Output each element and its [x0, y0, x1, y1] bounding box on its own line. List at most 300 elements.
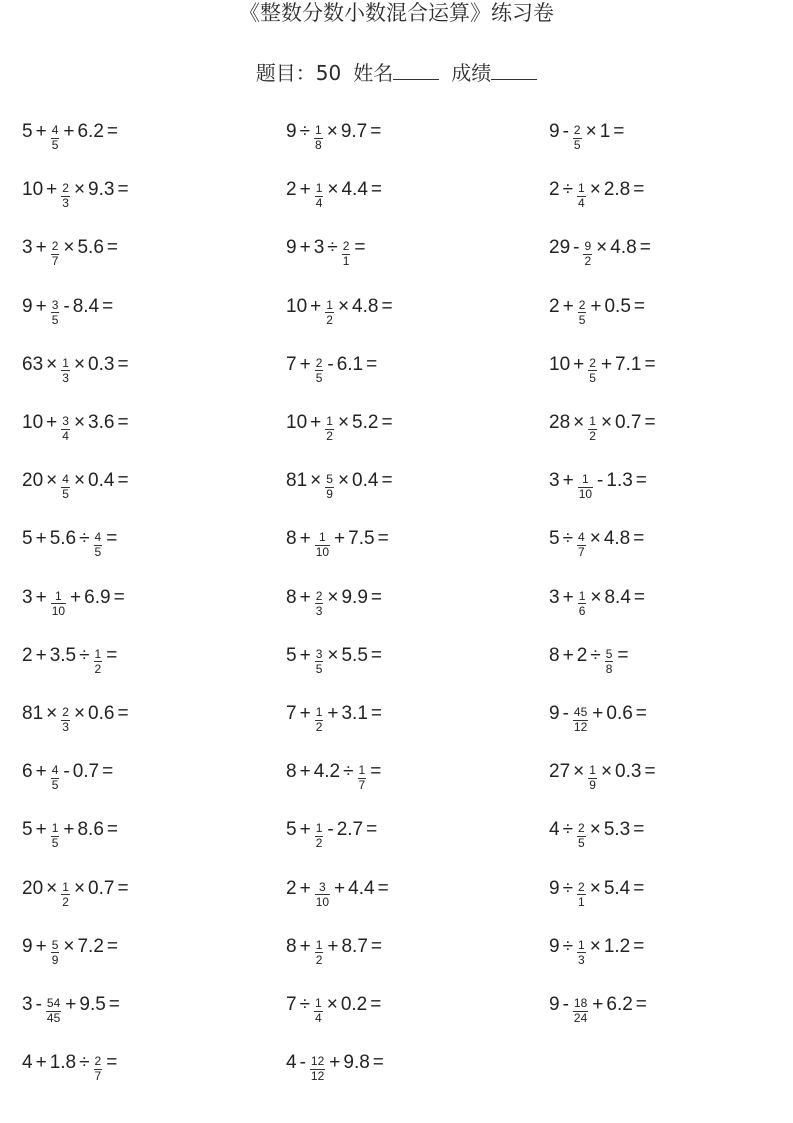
fraction-numerator: 1 — [94, 646, 102, 661]
problem-item — [22, 690, 132, 738]
fraction-numerator: 1 — [62, 355, 69, 370]
operator-2: × — [73, 703, 86, 724]
equals-sign: = — [644, 353, 656, 375]
operand-b: 9.7 — [340, 121, 368, 142]
fraction-numerator: 2 — [589, 355, 596, 370]
operator-2: ÷ — [590, 644, 601, 666]
operator-1: - — [35, 994, 42, 1015]
operand-a: 2 — [22, 644, 33, 666]
fraction — [577, 881, 586, 909]
operand-a: 81 — [22, 703, 44, 724]
operand-b: 6.2 — [77, 121, 104, 142]
equals-sign: = — [633, 877, 645, 899]
fraction — [61, 182, 70, 210]
fraction — [325, 415, 334, 443]
fraction — [315, 590, 324, 618]
score-label: 成绩 — [451, 61, 492, 85]
fraction-denominator: 45 — [46, 1011, 61, 1025]
fraction-denominator: 9 — [589, 778, 596, 793]
equals-sign: = — [377, 877, 389, 899]
problem-item — [286, 806, 380, 854]
operator-1: + — [46, 412, 58, 433]
fraction-denominator: 2 — [589, 429, 596, 443]
operand-a: 5 — [549, 528, 560, 550]
operand-b: 6.9 — [84, 586, 111, 608]
worksheet-title: 《整数分数小数混合运算》练习卷 — [239, 1, 554, 25]
operand-a: 9 — [549, 877, 560, 899]
fraction-denominator: 10 — [315, 894, 330, 909]
fraction-denominator: 2 — [315, 952, 323, 967]
fraction-numerator: 1 — [315, 821, 323, 836]
fraction-numerator: 1 — [589, 763, 596, 778]
operator-1: + — [299, 586, 311, 608]
operand-b: 7.1 — [615, 353, 642, 375]
operator-1: + — [299, 179, 311, 201]
problem-item — [286, 690, 385, 738]
operand-a: 7 — [286, 353, 297, 375]
fraction-numerator: 4 — [578, 530, 585, 545]
fraction — [61, 473, 70, 501]
fraction-denominator: 5 — [589, 370, 596, 385]
operand-b: 8.6 — [77, 819, 104, 841]
fraction-denominator: 1 — [342, 254, 350, 269]
fraction-denominator: 10 — [51, 603, 66, 618]
operand-a: 8 — [286, 586, 297, 608]
operator-1: + — [35, 528, 47, 550]
operand-a: 9 — [22, 935, 33, 957]
equals-sign: = — [117, 877, 129, 899]
fraction — [573, 124, 582, 152]
problem-item — [22, 748, 116, 796]
name-blank[interactable] — [393, 61, 439, 80]
problem-item — [22, 574, 128, 622]
fraction-denominator: 5 — [578, 836, 585, 851]
fraction-denominator: 2 — [315, 836, 323, 851]
operand-a: 4 — [549, 819, 560, 841]
operator-2: × — [337, 470, 350, 492]
operand-b: 4.8 — [603, 528, 631, 550]
fraction-numerator: 3 — [319, 879, 326, 894]
fraction-numerator: 1 — [315, 181, 323, 196]
operand-b: 0.2 — [340, 994, 368, 1015]
fraction — [315, 881, 330, 909]
fraction — [61, 357, 70, 385]
operand-a: 10 — [286, 295, 308, 317]
operand-b: 3.1 — [341, 703, 368, 724]
fraction — [325, 473, 334, 501]
equals-sign: = — [635, 994, 647, 1015]
fraction-numerator: 12 — [310, 1054, 325, 1069]
operand-b: 5.3 — [603, 819, 631, 841]
operand-b: 0.4 — [88, 470, 115, 492]
fraction-numerator: 4 — [51, 123, 59, 137]
fraction-numerator: 45 — [573, 705, 588, 719]
fraction — [358, 764, 367, 792]
fraction-denominator: 5 — [578, 312, 586, 327]
fraction-numerator: 2 — [578, 297, 586, 312]
operator-2: + — [329, 1052, 341, 1074]
problem-item — [549, 632, 632, 680]
problem-item — [549, 923, 647, 971]
fraction-denominator: 5 — [573, 138, 581, 152]
fraction-denominator: 2 — [315, 720, 323, 734]
fraction-numerator: 1 — [55, 588, 62, 603]
fraction-numerator: 2 — [94, 1054, 102, 1069]
operand-a: 3 — [549, 470, 560, 492]
operand-a: 5 — [22, 121, 33, 142]
problem-item — [549, 806, 647, 854]
problem-item — [286, 515, 392, 563]
operand-a: 20 — [22, 877, 44, 899]
operator-2: × — [326, 121, 338, 142]
fraction-denominator: 7 — [358, 778, 366, 793]
fraction — [583, 240, 592, 268]
fraction-numerator: 18 — [573, 996, 588, 1010]
fraction-denominator: 5 — [315, 661, 323, 676]
fraction-numerator: 2 — [342, 239, 350, 254]
problem-item — [549, 399, 659, 447]
operand-a: 9 — [549, 994, 560, 1015]
operand-b: 9.3 — [88, 179, 115, 201]
equals-sign: = — [635, 470, 647, 492]
operand-a: 5 — [22, 819, 33, 841]
operator-2: + — [600, 353, 613, 375]
problem-item — [22, 166, 132, 214]
operator-2: + — [327, 703, 339, 724]
operand-a: 2 — [549, 179, 560, 201]
fraction-denominator: 5 — [51, 312, 59, 327]
operator-1: ÷ — [299, 121, 311, 142]
operand-a: 7 — [286, 994, 297, 1015]
operator-2: ÷ — [343, 761, 354, 783]
fraction — [578, 473, 593, 501]
fraction-denominator: 9 — [326, 487, 333, 502]
operator-2: × — [63, 935, 75, 957]
operator-1: + — [35, 935, 47, 957]
fraction — [315, 939, 324, 967]
operator-2: ÷ — [79, 1052, 90, 1074]
equals-sign: = — [106, 528, 118, 550]
operand-b: 4.2 — [313, 761, 341, 783]
operator-2: ÷ — [79, 528, 90, 550]
problem-item — [286, 574, 385, 622]
operator-1: + — [299, 528, 311, 550]
fraction-numerator: 5 — [326, 472, 333, 487]
equals-sign: = — [633, 528, 645, 550]
fraction-numerator: 1 — [578, 937, 585, 952]
problem-item — [549, 108, 627, 156]
equals-sign: = — [644, 761, 656, 783]
fraction-denominator: 10 — [578, 487, 593, 502]
fraction-denominator: 4 — [578, 196, 585, 211]
operand-a: 10 — [22, 179, 44, 201]
operand-b: 5.6 — [77, 237, 104, 259]
fraction-numerator: 9 — [584, 239, 592, 254]
problem-item — [549, 457, 650, 505]
operator-1: ÷ — [562, 819, 574, 841]
fraction-numerator: 1 — [326, 414, 333, 428]
operand-a: 4 — [22, 1052, 33, 1074]
operator-2: - — [327, 353, 334, 375]
operator-2: × — [590, 586, 602, 608]
operand-a: 3 — [22, 586, 33, 608]
fraction-numerator: 5 — [51, 937, 59, 952]
fraction-denominator: 3 — [62, 196, 69, 211]
operand-b: 9.5 — [79, 994, 106, 1015]
operator-1: × — [310, 470, 322, 492]
operator-1: + — [310, 295, 322, 317]
fraction-numerator: 1 — [315, 996, 322, 1010]
operator-1: + — [562, 470, 574, 492]
operator-2: + — [327, 935, 339, 957]
problem-item — [22, 981, 123, 1029]
equals-sign: = — [117, 353, 129, 375]
operator-1: × — [46, 703, 58, 724]
operator-1: + — [562, 644, 574, 666]
equals-sign: = — [633, 935, 645, 957]
fraction-numerator: 1 — [62, 879, 69, 894]
fraction — [61, 706, 70, 734]
fraction-numerator: 2 — [578, 821, 585, 836]
operator-1: - — [562, 121, 569, 142]
operand-a: 27 — [549, 761, 571, 783]
problem-item — [286, 1039, 387, 1087]
operator-2: × — [73, 353, 86, 375]
equals-sign: = — [106, 237, 119, 259]
fraction — [51, 299, 60, 327]
fraction — [46, 997, 61, 1025]
operand-b: 1.2 — [603, 935, 631, 957]
operator-1: + — [35, 819, 47, 841]
fraction-denominator: 4 — [315, 196, 323, 211]
problem-item — [549, 515, 647, 563]
operator-1: + — [299, 237, 311, 259]
equals-sign: = — [635, 703, 647, 724]
fraction — [578, 590, 587, 618]
name-label: 姓名 — [353, 61, 394, 85]
problem-item — [22, 1039, 120, 1087]
fraction — [588, 764, 597, 792]
problem-item — [286, 632, 385, 680]
problem-item — [286, 399, 396, 447]
equals-sign: = — [113, 586, 125, 608]
fraction — [61, 881, 70, 909]
fraction-denominator: 7 — [94, 1069, 102, 1084]
equals-sign: = — [106, 819, 119, 841]
problem-item — [549, 748, 659, 796]
fraction-numerator: 1 — [326, 297, 333, 312]
operator-2: × — [600, 412, 613, 433]
operand-a: 3 — [22, 237, 33, 259]
fraction-denominator: 3 — [62, 720, 69, 734]
operator-1: ÷ — [562, 877, 574, 899]
operand-a: 6 — [22, 761, 33, 783]
equals-sign: = — [370, 703, 383, 724]
fraction-numerator: 2 — [315, 355, 323, 370]
problem-item — [286, 457, 396, 505]
operand-b: 0.3 — [88, 353, 115, 375]
equals-sign: = — [370, 121, 382, 142]
operand-b: 4.4 — [348, 877, 375, 899]
fraction — [94, 648, 103, 676]
problem-item — [286, 748, 384, 796]
operator-2: × — [327, 644, 339, 666]
fraction — [94, 1055, 103, 1083]
operator-1: + — [35, 761, 47, 783]
problem-item — [549, 865, 647, 913]
problem-item — [286, 166, 385, 214]
operator-2: × — [73, 877, 86, 899]
fraction — [51, 590, 66, 618]
equals-sign: = — [633, 295, 646, 317]
operand-a: 3 — [549, 586, 560, 608]
operator-2: × — [585, 121, 597, 142]
problem-item — [549, 283, 648, 331]
operator-2: - — [327, 819, 334, 841]
problem-item — [22, 865, 132, 913]
fraction-denominator: 8 — [605, 661, 613, 676]
operator-1: + — [35, 121, 47, 142]
fraction — [51, 764, 60, 792]
fraction-denominator: 2 — [326, 429, 333, 443]
equals-sign: = — [370, 644, 383, 666]
fraction-numerator: 1 — [578, 588, 586, 603]
equals-sign: = — [613, 121, 625, 142]
fraction-denominator: 6 — [578, 603, 586, 618]
operand-a: 10 — [286, 412, 308, 433]
equals-sign: = — [102, 761, 114, 783]
operator-1: ÷ — [299, 994, 311, 1015]
operator-2: × — [589, 819, 601, 841]
operand-a: 5 — [286, 644, 297, 666]
operand-b: 6.2 — [606, 994, 633, 1015]
operator-2: + — [63, 819, 75, 841]
operator-1: × — [46, 353, 58, 375]
operator-2: + — [334, 877, 346, 899]
fraction — [51, 822, 60, 850]
fraction-denominator: 4 — [62, 429, 69, 443]
operand-b: 9.8 — [343, 1052, 370, 1074]
fraction-denominator: 5 — [51, 836, 59, 851]
equals-sign: = — [370, 586, 383, 608]
fraction-numerator: 1 — [358, 763, 366, 778]
operand-b: 3.5 — [49, 644, 77, 666]
fraction — [325, 299, 334, 327]
problem-item — [22, 224, 121, 272]
fraction-numerator: 2 — [315, 588, 323, 603]
problem-item — [22, 923, 121, 971]
fraction-numerator: 1 — [315, 937, 323, 952]
fraction — [314, 124, 323, 152]
operand-b: 8.4 — [72, 295, 100, 317]
fraction-numerator: 2 — [578, 879, 585, 894]
operand-a: 2 — [286, 877, 297, 899]
equals-sign: = — [354, 237, 366, 259]
fraction-numerator: 1 — [319, 530, 326, 545]
operand-b: 0.4 — [352, 470, 379, 492]
fraction-denominator: 24 — [573, 1011, 588, 1025]
equals-sign: = — [633, 819, 645, 841]
operand-a: 28 — [549, 412, 571, 433]
fraction-denominator: 3 — [578, 952, 585, 967]
operator-2: ÷ — [327, 237, 338, 259]
operand-a: 81 — [286, 470, 308, 492]
problem-item — [286, 865, 392, 913]
operator-2: × — [337, 412, 350, 433]
fraction — [578, 299, 587, 327]
problem-item — [549, 224, 654, 272]
equals-sign: = — [366, 819, 378, 841]
operand-a: 29 — [549, 237, 571, 259]
operator-2: × — [596, 237, 608, 259]
operand-b: 3.6 — [88, 412, 115, 433]
operand-a: 3 — [22, 994, 33, 1015]
operator-1: - — [562, 703, 569, 724]
operand-b: 6.1 — [336, 353, 364, 375]
operand-b: 2.7 — [336, 819, 364, 841]
problem-item — [22, 341, 132, 389]
fraction — [314, 997, 323, 1025]
operand-a: 9 — [286, 121, 297, 142]
operator-1: + — [35, 1052, 47, 1074]
operand-b: 5.4 — [603, 877, 631, 899]
equals-sign: = — [102, 295, 114, 317]
operand-b: 7.2 — [77, 935, 104, 957]
equals-sign: = — [117, 412, 129, 433]
operator-1: + — [562, 295, 574, 317]
fraction-denominator: 2 — [94, 661, 102, 676]
operand-a: 9 — [549, 121, 560, 142]
operator-2: × — [73, 179, 86, 201]
operator-1: - — [299, 1052, 306, 1074]
operand-b: 8.4 — [604, 586, 631, 608]
fraction-numerator: 3 — [315, 646, 323, 661]
operator-2: × — [327, 586, 339, 608]
equals-sign: = — [633, 179, 645, 201]
score-blank[interactable] — [491, 61, 537, 80]
operand-a: 5 — [286, 819, 297, 841]
equals-sign: = — [370, 994, 382, 1015]
fraction-numerator: 1 — [578, 181, 585, 196]
operand-b: 3 — [313, 237, 325, 259]
operand-a: 4 — [286, 1052, 297, 1074]
operator-2: × — [327, 179, 339, 201]
operand-a: 8 — [286, 935, 297, 957]
operator-2: + — [592, 703, 604, 724]
fraction-denominator: 5 — [94, 545, 102, 560]
operator-2: × — [589, 179, 601, 201]
operand-b: 4.4 — [341, 179, 368, 201]
operator-2: - — [597, 470, 604, 492]
operator-1: ÷ — [562, 179, 574, 201]
fraction — [588, 415, 597, 443]
fraction — [315, 357, 324, 385]
operand-b: 8.7 — [341, 935, 368, 957]
problem-item — [549, 574, 648, 622]
fraction — [573, 706, 588, 734]
fraction-numerator: 1 — [582, 472, 589, 487]
fraction-numerator: 2 — [51, 239, 59, 254]
fraction — [61, 415, 70, 443]
fraction — [94, 531, 103, 559]
problem-item — [22, 457, 132, 505]
equals-sign: = — [381, 470, 393, 492]
fraction — [51, 124, 60, 152]
fraction-denominator: 9 — [51, 952, 59, 967]
fraction-denominator: 2 — [62, 894, 69, 909]
equals-sign: = — [377, 528, 389, 550]
problem-item — [22, 515, 120, 563]
